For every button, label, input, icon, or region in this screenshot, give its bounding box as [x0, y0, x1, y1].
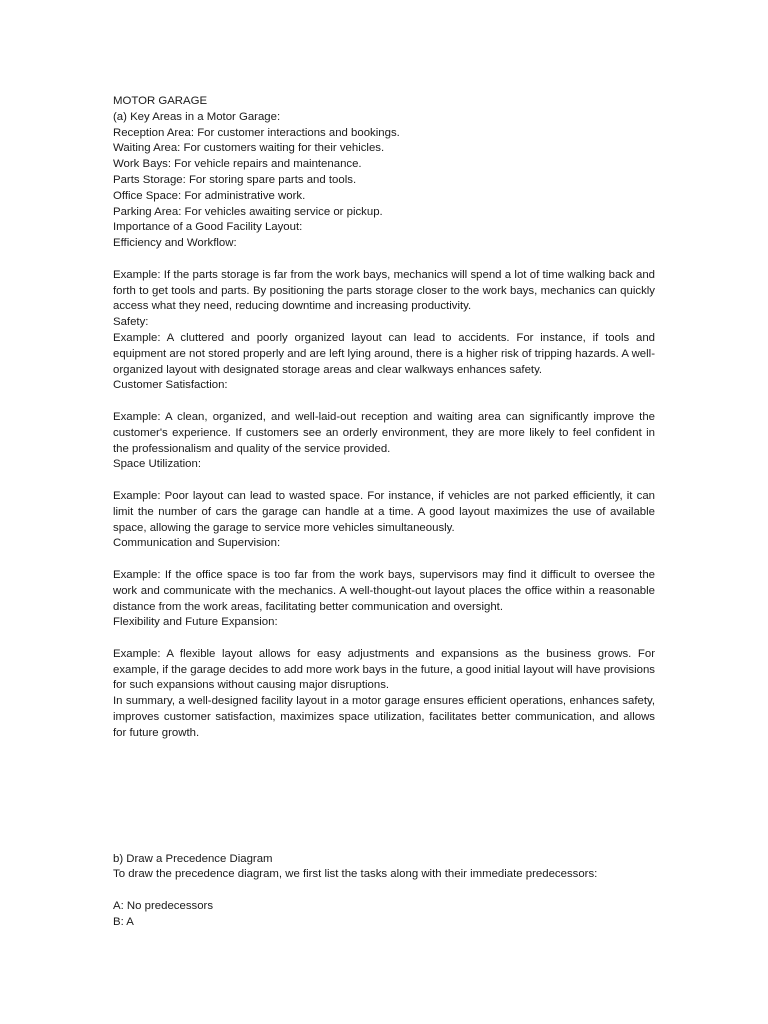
part-a-heading: (a) Key Areas in a Motor Garage:: [113, 110, 281, 123]
section-example: Example: If the office space is too far from the work bays, supervisors may find it difficult to oversee the work and communicate with the mechanics. A well-thought-out layout places the office within a reasonable distance from the work areas, facilitating better communication and oversight.: [113, 568, 655, 613]
section-example: Example: If the parts storage is far from the work bays, mechanics will spend a lot of time walking back and forth to get tools and parts. By positioning the parts storage closer to the work bays, mechanics can quickly access what they need, reducing downtime and increasing productivity.: [113, 268, 655, 313]
task-list: [113, 899, 655, 931]
key-area-item: Work Bays: For vehicle repairs and maintenance.: [113, 158, 362, 171]
key-area-item: Waiting Area: For customers waiting for their vehicles.: [113, 142, 385, 155]
section-example: Example: A cluttered and poorly organized layout can lead to accidents. For instance, if tools and equipment are not stored properly and are left lying around, there is a higher risk of tripping hazards. A well-organized layout with designated storage areas and clear walkways enhances safety.: [113, 331, 655, 376]
blank-line: [113, 883, 655, 899]
key-area-item: Parts Storage: For storing spare parts and tools.: [113, 173, 357, 186]
document-page: [113, 94, 655, 931]
section-spacer: [113, 742, 655, 852]
blank-line: [113, 631, 655, 647]
section-heading: Flexibility and Future Expansion:: [113, 616, 278, 629]
key-area-item: Parking Area: For vehicles awaiting service or pickup.: [113, 205, 383, 218]
blank-line: [113, 252, 655, 268]
document-title: MOTOR GARAGE: [113, 95, 208, 107]
key-area-item: Reception Area: For customer interactions and bookings.: [113, 126, 400, 139]
importance-heading: Importance of a Good Facility Layout:: [113, 221, 303, 234]
key-area-item: Office Space: For administrative work.: [113, 189, 306, 202]
section-heading: Customer Satisfaction:: [113, 379, 228, 392]
section-heading: Space Utilization:: [113, 458, 202, 471]
section-example: Example: A flexible layout allows for easy adjustments and expansions as the business grows. For example, if the garage decides to add more work bays in the future, a good initial layout will have provisions for such expansions without causing major disruptions.: [113, 647, 655, 692]
key-areas-list: [113, 126, 655, 221]
blank-line: [113, 552, 655, 568]
section-heading: Efficiency and Workflow:: [113, 237, 237, 250]
task-item: A: No predecessors: [113, 900, 214, 913]
summary-paragraph: In summary, a well-designed facility layout in a motor garage ensures efficient operations, enhances safety, improves customer satisfaction, maximizes space utilization, facilitates better communication, and allows for future growth.: [113, 695, 655, 739]
part-b-heading: b) Draw a Precedence Diagram: [113, 852, 273, 865]
section-heading: Communication and Supervision:: [113, 537, 281, 550]
blank-line: [113, 394, 655, 410]
section-heading: Safety:: [113, 316, 149, 329]
section-example: Example: Poor layout can lead to wasted space. For instance, if vehicles are not parked efficiently, it can limit the number of cars the garage can handle at a time. A good layout maximizes the use of available space, allowing the garage to service more vehicles simultaneously.: [113, 489, 655, 534]
task-item: B: A: [113, 915, 134, 928]
part-b-intro: To draw the precedence diagram, we first list the tasks along with their immediate predecessors:: [113, 868, 598, 881]
section-example: Example: A clean, organized, and well-laid-out reception and waiting area can significantly improve the customer's experience. If customers see an orderly environment, they are more likely to feel confident in the professionalism and quality of the service provided.: [113, 410, 655, 455]
blank-line: [113, 473, 655, 489]
